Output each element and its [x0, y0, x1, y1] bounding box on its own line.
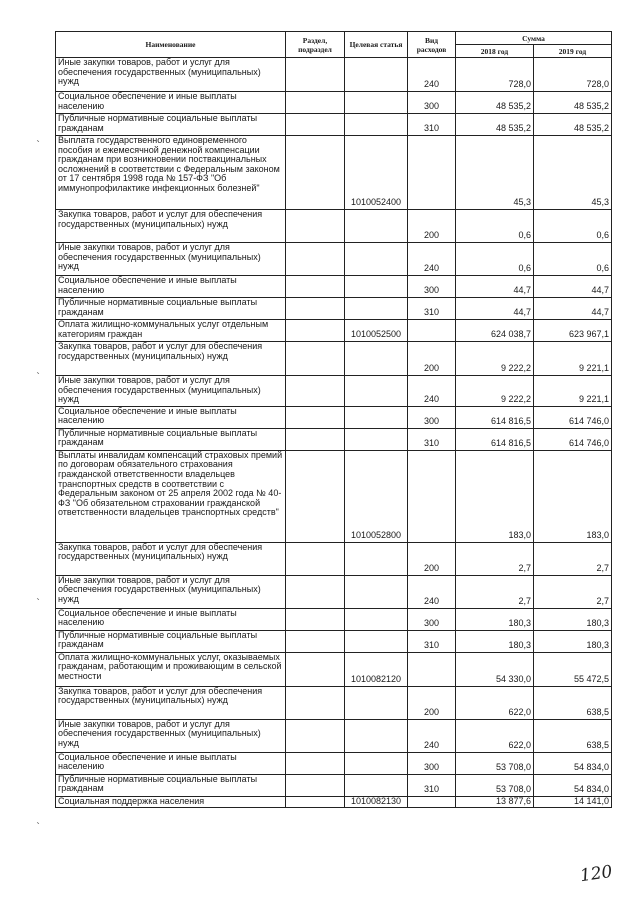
row-section-cell — [286, 542, 345, 575]
row-section-cell — [286, 630, 345, 652]
row-target-cell: 1010052500 — [345, 320, 408, 342]
row-target-cell: 1010082120 — [345, 652, 408, 686]
row-name-cell: Публичные нормативные социальные выплаты гражданам — [56, 774, 286, 796]
row-section-cell — [286, 114, 345, 136]
row-target-cell — [345, 276, 408, 298]
row-2019-cell: 45,3 — [534, 136, 612, 210]
row-2018-cell: 2,7 — [456, 575, 534, 608]
row-target-cell — [345, 243, 408, 276]
table-row — [56, 92, 612, 114]
row-type-cell: 300 — [408, 752, 456, 774]
table-row — [56, 406, 612, 428]
table-row — [56, 243, 612, 276]
row-type-cell: 300 — [408, 92, 456, 114]
row-2018-cell: 614 816,5 — [456, 428, 534, 450]
row-target-cell: 1010052400 — [345, 136, 408, 210]
margin-mark: ˋ — [36, 822, 41, 833]
row-type-cell — [408, 320, 456, 342]
col-target-header: Целевая статья — [345, 32, 408, 58]
row-name-cell: Публичные нормативные социальные выплаты гражданам — [56, 630, 286, 652]
row-section-cell — [286, 320, 345, 342]
row-section-cell — [286, 652, 345, 686]
row-target-cell — [345, 92, 408, 114]
row-2019-cell: 54 834,0 — [534, 774, 612, 796]
row-2019-cell: 44,7 — [534, 276, 612, 298]
row-2018-cell: 180,3 — [456, 608, 534, 630]
col-2019-header: 2019 год — [534, 45, 612, 58]
row-2018-cell: 48 535,2 — [456, 114, 534, 136]
row-2019-cell: 614 746,0 — [534, 428, 612, 450]
row-type-cell: 310 — [408, 114, 456, 136]
row-type-cell: 200 — [408, 542, 456, 575]
row-name-cell: Оплата жилищно-коммунальных услуг, оказываемых гражданам, работающим и проживающим в сельской местности — [56, 652, 286, 686]
table-row — [56, 342, 612, 376]
row-2019-cell: 48 535,2 — [534, 92, 612, 114]
row-type-cell: 310 — [408, 774, 456, 796]
row-name-cell: Оплата жилищно-коммунальных услуг отдельным категориям граждан — [56, 320, 286, 342]
row-2018-cell: 0,6 — [456, 243, 534, 276]
row-name-cell: Закупка товаров, работ и услуг для обеспечения государственных (муниципальных) нужд — [56, 342, 286, 376]
row-2018-cell: 728,0 — [456, 58, 534, 92]
row-target-cell — [345, 719, 408, 752]
row-section-cell — [286, 774, 345, 796]
row-section-cell — [286, 92, 345, 114]
row-type-cell — [408, 652, 456, 686]
row-name-cell: Закупка товаров, работ и услуг для обеспечения государственных (муниципальных) нужд — [56, 686, 286, 719]
row-type-cell: 300 — [408, 406, 456, 428]
row-type-cell — [408, 796, 456, 808]
row-name-cell: Иные закупки товаров, работ и услуг для обеспечения государственных (муниципальных) нужд — [56, 575, 286, 608]
table-row — [56, 796, 612, 808]
page-number: 120 — [578, 861, 614, 887]
row-section-cell — [286, 243, 345, 276]
row-2019-cell: 614 746,0 — [534, 406, 612, 428]
table-row — [56, 608, 612, 630]
row-name-cell: Закупка товаров, работ и услуг для обеспечения государственных (муниципальных) нужд — [56, 542, 286, 575]
table-row — [56, 450, 612, 542]
row-section-cell — [286, 608, 345, 630]
row-target-cell — [345, 608, 408, 630]
row-name-cell: Иные закупки товаров, работ и услуг для обеспечения государственных (муниципальных) нужд — [56, 719, 286, 752]
row-type-cell: 240 — [408, 575, 456, 608]
row-2019-cell: 728,0 — [534, 58, 612, 92]
row-target-cell — [345, 774, 408, 796]
table-row — [56, 774, 612, 796]
row-type-cell — [408, 450, 456, 542]
row-2019-cell: 9 221,1 — [534, 342, 612, 376]
row-target-cell: 1010052800 — [345, 450, 408, 542]
row-2019-cell: 48 535,2 — [534, 114, 612, 136]
table-body — [56, 58, 612, 808]
table-row — [56, 276, 612, 298]
table-row — [56, 752, 612, 774]
row-name-cell: Закупка товаров, работ и услуг для обеспечения государственных (муниципальных) нужд — [56, 210, 286, 243]
row-type-cell: 310 — [408, 630, 456, 652]
table-row — [56, 575, 612, 608]
row-type-cell: 240 — [408, 719, 456, 752]
row-section-cell — [286, 686, 345, 719]
row-target-cell — [345, 575, 408, 608]
row-section-cell — [286, 796, 345, 808]
row-type-cell: 300 — [408, 276, 456, 298]
row-2018-cell: 2,7 — [456, 542, 534, 575]
row-name-cell: Выплаты инвалидам компенсаций страховых премий по договорам обязательного страхования гражданской ответственности владельцев транспортных средств в соответствии с Федеральным законом от 25 апреля 2002 года № 40-ФЗ "Об обязательном страховании гражданской ответственности владельцев транспортных средств" — [56, 450, 286, 542]
row-section-cell — [286, 376, 345, 407]
row-2019-cell: 0,6 — [534, 210, 612, 243]
row-target-cell — [345, 406, 408, 428]
table-row — [56, 210, 612, 243]
row-2019-cell: 623 967,1 — [534, 320, 612, 342]
col-2018-header: 2018 год — [456, 45, 534, 58]
row-2019-cell: 180,3 — [534, 608, 612, 630]
row-name-cell: Социальное обеспечение и иные выплаты населению — [56, 276, 286, 298]
row-name-cell: Иные закупки товаров, работ и услуг для обеспечения государственных (муниципальных) нужд — [56, 376, 286, 407]
table-row — [56, 58, 612, 92]
row-2018-cell: 45,3 — [456, 136, 534, 210]
row-section-cell — [286, 58, 345, 92]
row-2018-cell: 183,0 — [456, 450, 534, 542]
row-section-cell — [286, 752, 345, 774]
row-2018-cell: 622,0 — [456, 686, 534, 719]
row-type-cell: 300 — [408, 608, 456, 630]
row-2018-cell: 9 222,2 — [456, 376, 534, 407]
row-section-cell — [286, 210, 345, 243]
row-section-cell — [286, 406, 345, 428]
row-target-cell — [345, 686, 408, 719]
row-2019-cell: 9 221,1 — [534, 376, 612, 407]
row-section-cell — [286, 450, 345, 542]
table-row — [56, 320, 612, 342]
table-row — [56, 630, 612, 652]
row-2019-cell: 2,7 — [534, 542, 612, 575]
row-2019-cell: 54 834,0 — [534, 752, 612, 774]
row-target-cell — [345, 298, 408, 320]
row-target-cell — [345, 210, 408, 243]
row-section-cell — [286, 719, 345, 752]
row-name-cell: Иные закупки товаров, работ и услуг для обеспечения государственных (муниципальных) нужд — [56, 58, 286, 92]
row-2018-cell: 622,0 — [456, 719, 534, 752]
row-2018-cell: 53 708,0 — [456, 752, 534, 774]
row-section-cell — [286, 575, 345, 608]
row-2018-cell: 9 222,2 — [456, 342, 534, 376]
table-row — [56, 114, 612, 136]
row-name-cell: Выплата государственного единовременного пособия и ежемесячной денежной компенсации гражданам при возникновении поствакцинальных осложнений в соответствии с Федеральным законом от 17 сентября 1998 года № 157-ФЗ "Об иммунопрофилактике инфекционных болезней" — [56, 136, 286, 210]
row-2019-cell: 55 472,5 — [534, 652, 612, 686]
row-section-cell — [286, 276, 345, 298]
row-2018-cell: 44,7 — [456, 298, 534, 320]
table-row — [56, 376, 612, 407]
row-2018-cell: 180,3 — [456, 630, 534, 652]
row-name-cell: Социальное обеспечение и иные выплаты населению — [56, 752, 286, 774]
row-target-cell — [345, 58, 408, 92]
margin-mark: ˋ — [36, 372, 41, 383]
row-name-cell: Публичные нормативные социальные выплаты гражданам — [56, 428, 286, 450]
table-row — [56, 542, 612, 575]
row-2019-cell: 183,0 — [534, 450, 612, 542]
col-type-header: Вид расходов — [408, 32, 456, 58]
row-2018-cell: 44,7 — [456, 276, 534, 298]
row-2019-cell: 180,3 — [534, 630, 612, 652]
col-name-header: Наименование — [56, 32, 286, 58]
row-target-cell — [345, 376, 408, 407]
row-name-cell: Социальная поддержка населения — [56, 796, 286, 808]
table-row — [56, 686, 612, 719]
row-2018-cell: 0,6 — [456, 210, 534, 243]
row-2019-cell: 2,7 — [534, 575, 612, 608]
row-target-cell — [345, 428, 408, 450]
row-2019-cell: 14 141,0 — [534, 796, 612, 808]
margin-mark: ˋ — [36, 598, 41, 609]
row-name-cell: Публичные нормативные социальные выплаты гражданам — [56, 114, 286, 136]
row-2018-cell: 48 535,2 — [456, 92, 534, 114]
row-type-cell: 200 — [408, 342, 456, 376]
row-type-cell: 200 — [408, 686, 456, 719]
row-type-cell — [408, 136, 456, 210]
row-2018-cell: 614 816,5 — [456, 406, 534, 428]
row-2019-cell: 638,5 — [534, 686, 612, 719]
table-row — [56, 298, 612, 320]
row-2018-cell: 13 877,6 — [456, 796, 534, 808]
row-section-cell — [286, 298, 345, 320]
row-2018-cell: 53 708,0 — [456, 774, 534, 796]
budget-table — [55, 31, 612, 808]
row-name-cell: Публичные нормативные социальные выплаты гражданам — [56, 298, 286, 320]
row-target-cell — [345, 114, 408, 136]
col-sum-header: Сумма — [456, 32, 612, 45]
row-name-cell: Социальное обеспечение и иные выплаты населению — [56, 92, 286, 114]
row-2019-cell: 638,5 — [534, 719, 612, 752]
col-section-header: Раздел, подраздел — [286, 32, 345, 58]
row-type-cell: 200 — [408, 210, 456, 243]
row-target-cell — [345, 630, 408, 652]
table-row — [56, 136, 612, 210]
row-type-cell: 240 — [408, 243, 456, 276]
row-target-cell — [345, 752, 408, 774]
row-2018-cell: 54 330,0 — [456, 652, 534, 686]
row-type-cell: 240 — [408, 376, 456, 407]
row-type-cell: 310 — [408, 428, 456, 450]
row-2019-cell: 44,7 — [534, 298, 612, 320]
row-section-cell — [286, 342, 345, 376]
row-name-cell: Социальное обеспечение и иные выплаты населению — [56, 608, 286, 630]
row-target-cell: 1010082130 — [345, 796, 408, 808]
table-row — [56, 428, 612, 450]
row-name-cell: Социальное обеспечение и иные выплаты населению — [56, 406, 286, 428]
table-row — [56, 719, 612, 752]
margin-mark: ˋ — [36, 140, 41, 151]
row-target-cell — [345, 542, 408, 575]
row-section-cell — [286, 136, 345, 210]
row-2018-cell: 624 038,7 — [456, 320, 534, 342]
row-type-cell: 310 — [408, 298, 456, 320]
row-section-cell — [286, 428, 345, 450]
row-name-cell: Иные закупки товаров, работ и услуг для обеспечения государственных (муниципальных) нужд — [56, 243, 286, 276]
table-row — [56, 652, 612, 686]
row-2019-cell: 0,6 — [534, 243, 612, 276]
row-type-cell: 240 — [408, 58, 456, 92]
row-target-cell — [345, 342, 408, 376]
table-header — [56, 32, 612, 58]
